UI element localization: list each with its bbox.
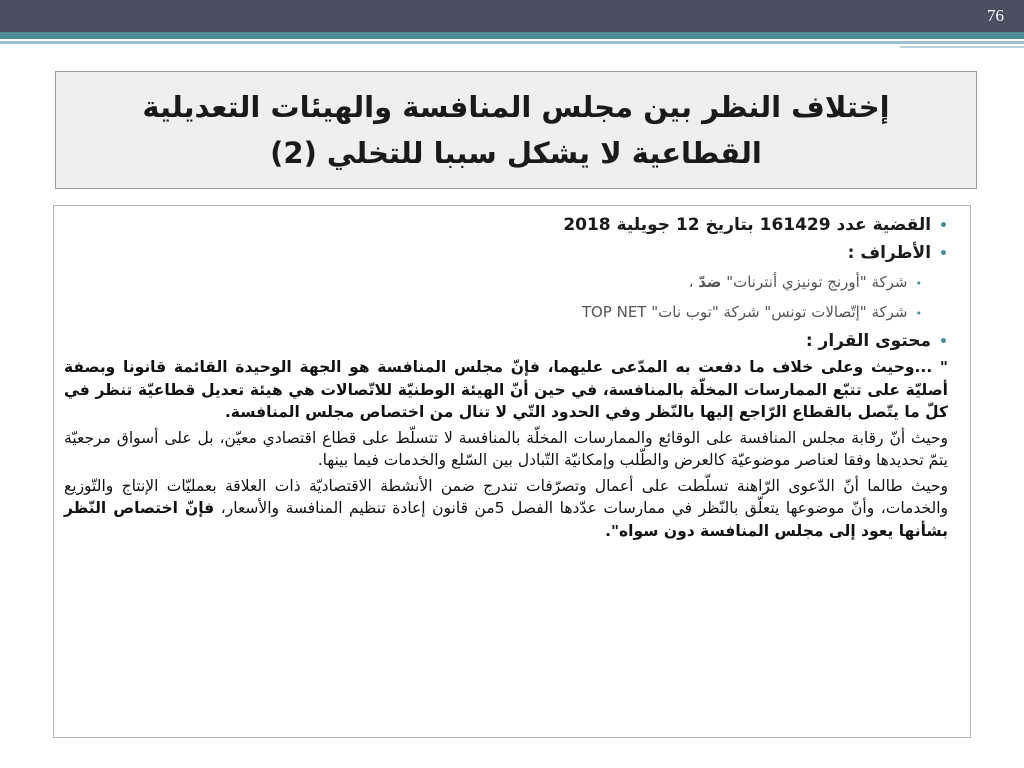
- decision-item: [64, 328, 948, 356]
- party-text-1: [689, 268, 908, 297]
- decision-paragraph-3-main: وحيث طالما أنّ الدّعوى الرّاهنة تسلّطت على أعمال وتصرّفات تندرج ضمن الأنشطة الاقتصاديّة ذات العلاقة بعمليّات الإنتاج والتّوزيع والخدمات، وأنّ موضوعها يتعلّق بالنّظر في ممارسات عدّدها الفصل 5من قانون إعادة تنظيم المنافسة والأسعار،: [64, 476, 949, 517]
- party-item-2: [64, 298, 948, 328]
- decision-label: محتوى القرار :: [805, 331, 932, 351]
- bullet-icon: •: [939, 218, 948, 234]
- decision-paragraph-1: " ...وحيث وعلى خلاف ما دفعت به المدّعى عليهما، فإنّ مجلس المنافسة هو الجهة الوحيدة القائمة قانونا وبصفة أصليّة على تتبّع الممارسات المخلّة بالمنافسة، في حين أنّ الهيئة الوطنيّة للاتّصالات هي هيئة تعديل قطاعيّة تنظر في كلّ ما يتّصل بالقطاع الرّاجع إليها بالنّظر وفي الحدود التّي لا تنال من اختصاص مجلس المنافسة.: [64, 358, 948, 421]
- party-name-2: شركة "إتّصالات تونس" شركة "توب نات": [651, 303, 908, 321]
- bullet-icon: •: [939, 246, 948, 262]
- case-item: [64, 212, 948, 240]
- bullet-icon: •: [915, 277, 922, 290]
- party-text-2: [582, 298, 908, 327]
- decision-paragraph-3: [64, 475, 948, 543]
- top-band: [0, 0, 1024, 32]
- accent-rule: [0, 32, 1024, 39]
- party-marker: ضدّ: [698, 273, 722, 291]
- parties-label: الأطراف :: [847, 243, 932, 263]
- decision-paragraph-2: وحيث أنّ رقابة مجلس المنافسة على الوقائع والممارسات المخلّة بالمنافسة لا تتسلّط على قطاع اقتصادي معيّن، بل على أسواق مرجعيّة يتمّ تحديدها وفقا لعناصر موضوعيّة كالعرض والطّلب وإمكانيّة التّبادل بين السّلع والخدمات فيما بينها.: [64, 428, 948, 469]
- decision-paragraph-3-bold: فإنّ اختصاص النّظر بشأنها يعود إلى مجلس المنافسة دون سواه".: [64, 499, 948, 540]
- party-name-1: شركة "أورنج تونيزي أنترنات": [726, 273, 908, 291]
- title-line-2: القطاعية لا يشكل سببا للتخلي (2): [270, 136, 762, 170]
- content-box: [53, 205, 971, 738]
- title-line-1: إختلاف النظر بين مجلس المنافسة والهيئات التعديلية: [142, 90, 890, 124]
- party-latin: TOP NET: [581, 303, 647, 321]
- party-suffix: ،: [688, 273, 694, 291]
- accent-rule-short: [900, 46, 1024, 48]
- case-text: القضية عدد 161429 بتاريخ 12 جويلية 2018: [563, 215, 932, 235]
- title-box: [55, 71, 977, 189]
- slide-number: 76: [987, 6, 1004, 25]
- bullet-icon: •: [939, 334, 948, 350]
- bullet-icon: •: [915, 307, 922, 320]
- parties-item: [64, 240, 948, 268]
- party-item-1: [64, 268, 948, 298]
- accent-rule-thin: [0, 41, 1024, 44]
